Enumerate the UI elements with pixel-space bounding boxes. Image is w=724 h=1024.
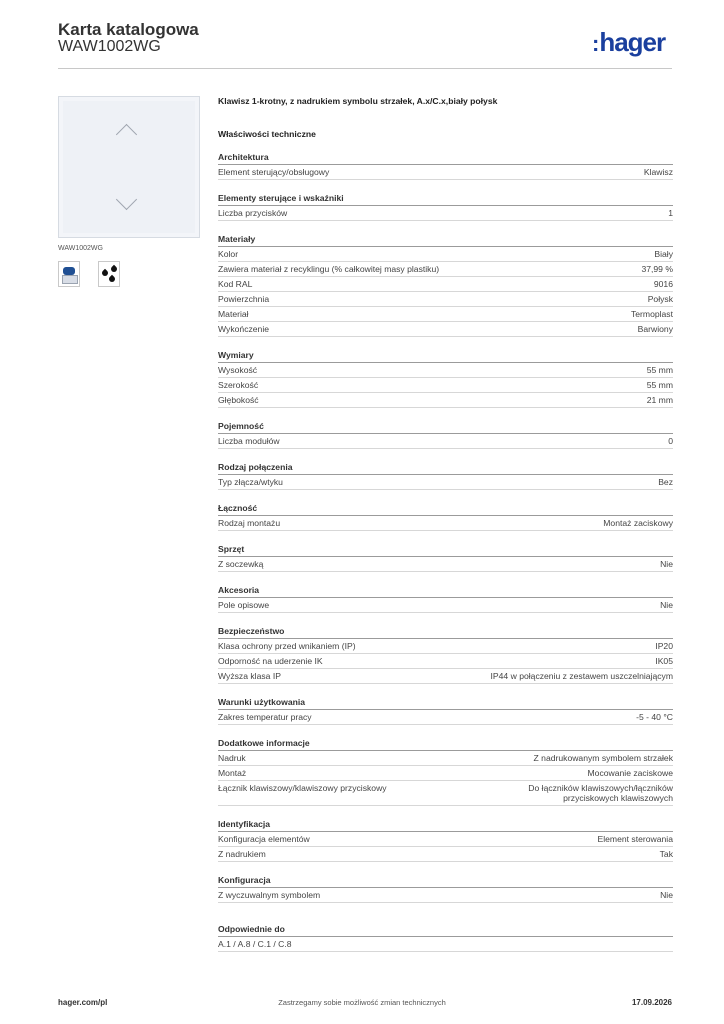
spec-label: Z nadrukiem	[218, 849, 266, 859]
spec-row	[218, 247, 673, 262]
section-title: Właściwości techniczne	[218, 129, 316, 139]
spec-label: Wykończenie	[218, 324, 270, 334]
fit-group	[218, 924, 673, 952]
spec-group-title: Identyfikacja	[218, 819, 673, 832]
spec-row	[218, 669, 673, 684]
spec-row	[218, 654, 673, 669]
spec-group-title: Materiały	[218, 234, 673, 247]
spec-group	[218, 697, 673, 725]
spec-value: 0	[668, 436, 673, 446]
recycled-content-icon	[58, 261, 80, 287]
tray-shape	[62, 275, 78, 284]
spec-group-title: Dodatkowe informacje	[218, 738, 673, 751]
spec-group	[218, 738, 673, 806]
spec-value: 55 mm	[646, 365, 673, 375]
spec-label: Typ złącza/wtyku	[218, 477, 283, 487]
water-drops-icon	[98, 261, 120, 287]
spec-label: Kolor	[218, 249, 239, 259]
fit-row	[218, 937, 673, 952]
spec-label: Zakres temperatur pracy	[218, 712, 312, 722]
spec-group	[218, 503, 673, 531]
spec-value: Montaż zaciskowy	[603, 518, 673, 528]
spec-label: Klasa ochrony przed wnikaniem (IP)	[218, 641, 356, 651]
spec-label: Łącznik klawiszowy/klawiszowy przyciskowy	[218, 783, 387, 793]
spec-row	[218, 393, 673, 408]
spec-label: Montaż	[218, 768, 247, 778]
spec-group	[218, 544, 673, 572]
spec-label: Liczba przycisków	[218, 208, 288, 218]
spec-row	[218, 598, 673, 613]
spec-group	[218, 585, 673, 613]
spec-row	[218, 832, 673, 847]
spec-group-title: Konfiguracja	[218, 875, 673, 888]
product-code: WAW1002WG	[58, 38, 161, 55]
spec-value: 37,99 %	[641, 264, 673, 274]
drop-icon	[101, 269, 109, 277]
spec-label: Powierzchnia	[218, 294, 270, 304]
spec-label: Materiał	[218, 309, 249, 319]
product-image	[58, 96, 200, 238]
spec-group	[218, 152, 673, 180]
spec-group-title: Architektura	[218, 152, 673, 165]
spec-group-title: Łączność	[218, 503, 673, 516]
spec-value: 55 mm	[646, 380, 673, 390]
spec-row	[218, 262, 673, 277]
spec-value: Tak	[659, 849, 673, 859]
spec-group	[218, 350, 673, 408]
spec-group	[218, 421, 673, 449]
spec-label: Liczba modułów	[218, 436, 280, 446]
spec-row	[218, 710, 673, 725]
spec-group	[218, 234, 673, 337]
spec-row	[218, 847, 673, 862]
logo-text: hager	[599, 27, 666, 57]
fit-value: A.1 / A.8 / C.1 / C.8	[218, 939, 292, 949]
spec-value: Z nadrukowanym symbolem strzałek	[533, 753, 673, 763]
product-description: Klawisz 1-krotny, z nadrukiem symbolu strzałek, A.x/C.x,biały połysk	[218, 96, 498, 106]
spec-label: Rodzaj montażu	[218, 518, 281, 528]
spec-group	[218, 626, 673, 684]
spec-row	[218, 516, 673, 531]
spec-row	[218, 766, 673, 781]
spec-label: Głębokość	[218, 395, 259, 405]
footer-website-link[interactable]: hager.com/pl	[58, 998, 108, 1007]
fit-title: Odpowiednie do	[218, 924, 673, 937]
recycle-symbol-icon	[63, 267, 75, 275]
logo-colon-icon: :	[592, 31, 599, 56]
spec-value: Nie	[660, 890, 673, 900]
spec-value: Klawisz	[643, 167, 673, 177]
hager-logo	[592, 29, 665, 57]
spec-label: Nadruk	[218, 753, 246, 763]
spec-value: Mocowanie zaciskowe	[587, 768, 673, 778]
spec-value: Do łączników klawiszowych/łączników przyciskowych klawiszowych	[528, 783, 673, 803]
spec-value: IK05	[655, 656, 673, 666]
spec-label: Wysokość	[218, 365, 258, 375]
spec-group-title: Wymiary	[218, 350, 673, 363]
drop-icon	[110, 265, 118, 273]
spec-row	[218, 277, 673, 292]
switch-face	[63, 101, 195, 233]
spec-row	[218, 307, 673, 322]
spec-row	[218, 292, 673, 307]
spec-group-title: Akcesoria	[218, 585, 673, 598]
spec-row	[218, 781, 673, 806]
spec-value: Termoplast	[630, 309, 673, 319]
spec-row	[218, 639, 673, 654]
spec-value: IP44 w połączeniu z zestawem uszczelniającym	[490, 671, 673, 681]
spec-value: Element sterowania	[597, 834, 673, 844]
spec-row	[218, 475, 673, 490]
spec-label: Pole opisowe	[218, 600, 270, 610]
spec-value: 21 mm	[646, 395, 673, 405]
spec-group-title: Warunki użytkowania	[218, 697, 673, 710]
page-title: Karta katalogowa	[58, 20, 199, 39]
spec-group	[218, 819, 673, 862]
spec-label: Kod RAL	[218, 279, 253, 289]
spec-label: Element sterujący/obsługowy	[218, 167, 330, 177]
badge-row	[58, 261, 202, 287]
spec-label: Konfiguracja elementów	[218, 834, 310, 844]
spec-group	[218, 193, 673, 221]
spec-group-title: Bezpieczeństwo	[218, 626, 673, 639]
spec-group	[218, 462, 673, 490]
header-divider	[58, 68, 672, 69]
spec-row	[218, 206, 673, 221]
spec-value: IP20	[655, 641, 673, 651]
spec-row	[218, 557, 673, 572]
spec-group-title: Elementy sterujące i wskaźniki	[218, 193, 673, 206]
spec-value: Biały	[654, 249, 673, 259]
spec-label: Z soczewką	[218, 559, 264, 569]
spec-group-title: Rodzaj połączenia	[218, 462, 673, 475]
drop-icon	[108, 275, 116, 283]
footer-date: 17.09.2026	[631, 998, 672, 1007]
spec-value: 1	[668, 208, 673, 218]
spec-row	[218, 322, 673, 337]
spec-value: Barwiony	[637, 324, 673, 334]
spec-group-title: Pojemność	[218, 421, 673, 434]
spec-row	[218, 378, 673, 393]
spec-value: 9016	[653, 279, 673, 289]
spec-row	[218, 888, 673, 903]
spec-value: -5 - 40 °C	[636, 712, 673, 722]
spec-value: Połysk	[647, 294, 673, 304]
spec-label: Z wyczuwalnym symbolem	[218, 890, 321, 900]
spec-label: Wyższa klasa IP	[218, 671, 281, 681]
spec-group-title: Sprzęt	[218, 544, 673, 557]
footer-notice: Zastrzegamy sobie możliwość zmian technicznych	[278, 998, 446, 1007]
spec-row	[218, 434, 673, 449]
spec-group	[218, 875, 673, 903]
image-caption: WAW1002WG	[58, 245, 103, 252]
spec-row	[218, 165, 673, 180]
spec-label: Szerokość	[218, 380, 259, 390]
spec-value: Nie	[660, 559, 673, 569]
spec-groups	[218, 152, 673, 903]
product-panel	[58, 96, 202, 287]
spec-row	[218, 363, 673, 378]
specs-panel	[218, 96, 673, 952]
spec-row	[218, 751, 673, 766]
spec-value: Bez	[658, 477, 673, 487]
spec-label: Odporność na uderzenie IK	[218, 656, 323, 666]
spec-value: Nie	[660, 600, 673, 610]
spec-label: Zawiera materiał z recyklingu (% całkowitej masy plastiku)	[218, 264, 440, 274]
